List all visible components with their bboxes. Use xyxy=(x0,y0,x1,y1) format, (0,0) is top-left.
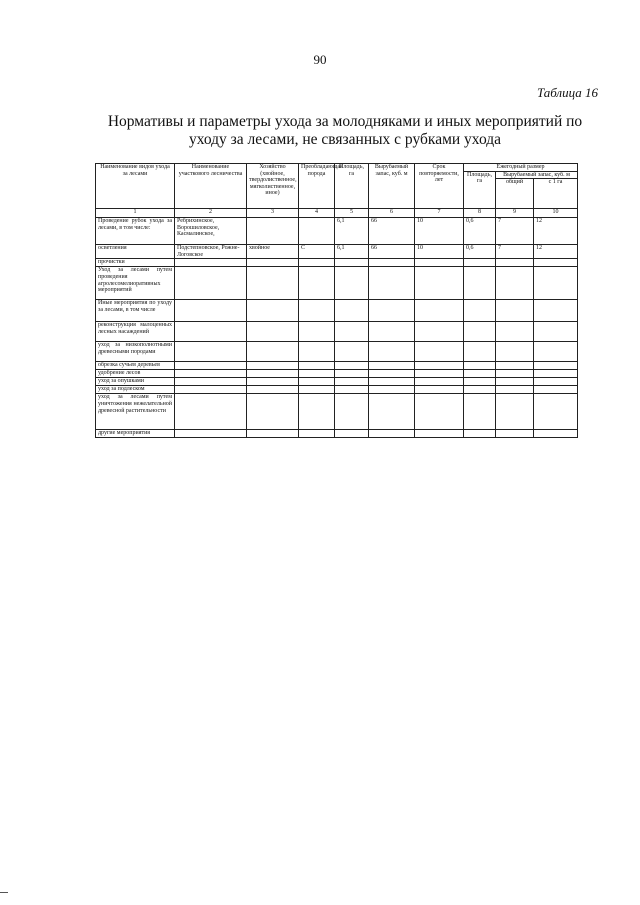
cell-annual-area xyxy=(464,267,496,300)
cell-species xyxy=(299,300,335,322)
cell-economy xyxy=(247,342,299,362)
header-species: Преобладающая порода xyxy=(299,164,335,209)
cell-annual-per-ha xyxy=(534,430,578,438)
column-number: 3 xyxy=(247,209,299,218)
cell-activity: уход за опушками xyxy=(96,378,175,386)
cell-annual-area xyxy=(464,362,496,370)
cell-species xyxy=(299,394,335,430)
cell-area xyxy=(335,378,369,386)
norms-table xyxy=(95,163,578,438)
header-area: Площадь, га xyxy=(335,164,369,209)
cell-activity: осветления xyxy=(96,245,175,259)
table-row xyxy=(96,267,578,300)
column-number: 7 xyxy=(415,209,464,218)
cell-species xyxy=(299,378,335,386)
cell-repeat xyxy=(415,322,464,342)
cell-annual-area xyxy=(464,300,496,322)
cell-annual-total: 7 xyxy=(496,218,534,245)
cell-area xyxy=(335,386,369,394)
page-number: 90 xyxy=(313,52,327,67)
cell-area xyxy=(335,362,369,370)
cell-forestry xyxy=(175,300,247,322)
column-number: 1 xyxy=(96,209,175,218)
cell-volume xyxy=(369,267,415,300)
column-number: 6 xyxy=(369,209,415,218)
cell-annual-per-ha xyxy=(534,300,578,322)
table-row xyxy=(96,362,578,370)
cell-volume xyxy=(369,300,415,322)
cell-forestry xyxy=(175,322,247,342)
table-row xyxy=(96,300,578,322)
cell-repeat xyxy=(415,300,464,322)
table-label: Таблица 16 xyxy=(536,85,598,100)
cell-area xyxy=(335,259,369,267)
cell-annual-total xyxy=(496,362,534,370)
cell-area xyxy=(335,267,369,300)
cell-economy: хвойное xyxy=(247,245,299,259)
cell-forestry xyxy=(175,370,247,378)
cell-volume xyxy=(369,322,415,342)
cell-repeat xyxy=(415,267,464,300)
cell-annual-per-ha: 12 xyxy=(534,245,578,259)
cell-species xyxy=(299,430,335,438)
cell-species xyxy=(299,218,335,245)
cell-area xyxy=(335,394,369,430)
cell-activity: уход за низкополнотными древесными породами xyxy=(96,342,175,362)
cell-repeat xyxy=(415,259,464,267)
cell-annual-area xyxy=(464,342,496,362)
cell-volume: 66 xyxy=(369,245,415,259)
cell-activity: Проведение рубок ухода за лесами, в том числе: xyxy=(96,218,175,245)
column-number: 9 xyxy=(496,209,534,218)
cell-repeat xyxy=(415,362,464,370)
title-line-2: уходу за лесами, не связанных с рубками ухода xyxy=(188,131,502,148)
cell-annual-total xyxy=(496,430,534,438)
cell-species xyxy=(299,362,335,370)
cell-economy xyxy=(247,430,299,438)
column-number: 8 xyxy=(464,209,496,218)
cell-annual-per-ha xyxy=(534,370,578,378)
cell-annual-per-ha xyxy=(534,394,578,430)
header-annual-area: Площадь, га xyxy=(464,171,496,209)
cell-annual-total: 7 xyxy=(496,245,534,259)
cell-forestry: Подстепновское, Рожне-Логовское xyxy=(175,245,247,259)
cell-repeat xyxy=(415,386,464,394)
cell-volume xyxy=(369,378,415,386)
cell-annual-total xyxy=(496,386,534,394)
cell-forestry xyxy=(175,342,247,362)
cell-area xyxy=(335,430,369,438)
table-body xyxy=(96,218,578,438)
cell-repeat xyxy=(415,370,464,378)
cell-annual-total xyxy=(496,378,534,386)
cell-activity: уход за подлеском xyxy=(96,386,175,394)
header-annual-size: Ежегодный размер xyxy=(464,164,578,172)
cell-area xyxy=(335,322,369,342)
cell-annual-area xyxy=(464,370,496,378)
cell-annual-per-ha xyxy=(534,342,578,362)
column-number: 4 xyxy=(299,209,335,218)
table-row xyxy=(96,259,578,267)
cell-repeat xyxy=(415,394,464,430)
table-row xyxy=(96,370,578,378)
cell-annual-total xyxy=(496,342,534,362)
cell-annual-per-ha xyxy=(534,322,578,342)
cell-activity: удобрение лесов xyxy=(96,370,175,378)
cell-repeat xyxy=(415,378,464,386)
header-annual-per-ha: с 1 га xyxy=(534,179,578,209)
header-repeat-period: Срок повторяемости, лет xyxy=(415,164,464,209)
column-number: 10 xyxy=(534,209,578,218)
cell-species xyxy=(299,322,335,342)
cell-annual-total xyxy=(496,267,534,300)
header-activity: Наименование видов ухода за лесами xyxy=(96,164,175,209)
header-economy: Хозяйство (хвойное, твердолиственное, мягколиственное, иное) xyxy=(247,164,299,209)
header-forestry: Наименование участкового лесничества xyxy=(175,164,247,209)
table-row xyxy=(96,430,578,438)
table-row xyxy=(96,386,578,394)
cell-annual-per-ha xyxy=(534,386,578,394)
cell-volume xyxy=(369,370,415,378)
cell-species xyxy=(299,342,335,362)
cell-repeat xyxy=(415,430,464,438)
cell-repeat: 10 xyxy=(415,218,464,245)
page-edge-mark xyxy=(0,892,8,893)
cell-area xyxy=(335,300,369,322)
cell-volume xyxy=(369,259,415,267)
cell-economy xyxy=(247,370,299,378)
cell-activity: уход за лесами путем уничтожения нежелательной древесной растительности xyxy=(96,394,175,430)
header-volume: Вырубаемый запас, куб. м xyxy=(369,164,415,209)
cell-volume xyxy=(369,430,415,438)
cell-annual-area xyxy=(464,378,496,386)
cell-species xyxy=(299,386,335,394)
cell-annual-area xyxy=(464,322,496,342)
cell-species xyxy=(299,370,335,378)
cell-economy xyxy=(247,362,299,370)
title-line-1: Нормативы и параметры ухода за молодняками и иных мероприятий по xyxy=(107,113,583,130)
cell-species xyxy=(299,267,335,300)
cell-annual-total xyxy=(496,394,534,430)
cell-volume: 66 xyxy=(369,218,415,245)
cell-species xyxy=(299,259,335,267)
cell-activity: Иные мероприятия по уходу за лесами, в том числе xyxy=(96,300,175,322)
column-number: 5 xyxy=(335,209,369,218)
cell-forestry xyxy=(175,430,247,438)
cell-volume xyxy=(369,386,415,394)
table-row xyxy=(96,394,578,430)
cell-area xyxy=(335,342,369,362)
cell-annual-total xyxy=(496,370,534,378)
cell-species: С xyxy=(299,245,335,259)
cell-annual-per-ha xyxy=(534,259,578,267)
cell-economy xyxy=(247,386,299,394)
cell-activity: реконструкция малоценных лесных насаждений xyxy=(96,322,175,342)
cell-economy xyxy=(247,267,299,300)
cell-volume xyxy=(369,394,415,430)
cell-annual-total xyxy=(496,259,534,267)
cell-economy xyxy=(247,259,299,267)
cell-annual-area xyxy=(464,386,496,394)
cell-forestry xyxy=(175,362,247,370)
cell-economy xyxy=(247,300,299,322)
cell-annual-per-ha xyxy=(534,267,578,300)
cell-activity: Уход за лесами путем проведения агролесомелиоративных мероприятий xyxy=(96,267,175,300)
header-annual-total: общий xyxy=(496,179,534,209)
cell-annual-total xyxy=(496,300,534,322)
cell-area: 6,1 xyxy=(335,245,369,259)
cell-forestry xyxy=(175,259,247,267)
cell-forestry xyxy=(175,386,247,394)
page-title xyxy=(100,113,590,149)
cell-annual-per-ha xyxy=(534,362,578,370)
cell-activity: прочистки xyxy=(96,259,175,267)
cell-activity: другие мероприятия xyxy=(96,430,175,438)
table-row xyxy=(96,322,578,342)
table-row xyxy=(96,245,578,259)
cell-repeat xyxy=(415,342,464,362)
cell-forestry xyxy=(175,394,247,430)
cell-economy xyxy=(247,322,299,342)
cell-forestry xyxy=(175,267,247,300)
cell-annual-area: 0,6 xyxy=(464,218,496,245)
cell-area xyxy=(335,370,369,378)
cell-annual-area xyxy=(464,259,496,267)
cell-forestry xyxy=(175,378,247,386)
header-annual-volume: Вырубаемый запас, куб. м xyxy=(496,171,578,179)
cell-annual-per-ha: 12 xyxy=(534,218,578,245)
cell-economy xyxy=(247,378,299,386)
table-row xyxy=(96,218,578,245)
column-number: 2 xyxy=(175,209,247,218)
cell-forestry: Ребрихинское, Ворошиловское, Касмалинское, xyxy=(175,218,247,245)
cell-activity: обрезка сучьев деревьев xyxy=(96,362,175,370)
cell-annual-area xyxy=(464,394,496,430)
cell-area: 6,1 xyxy=(335,218,369,245)
cell-annual-area xyxy=(464,430,496,438)
cell-economy xyxy=(247,394,299,430)
cell-annual-total xyxy=(496,322,534,342)
cell-volume xyxy=(369,342,415,362)
table-row xyxy=(96,342,578,362)
column-number-row xyxy=(96,209,578,218)
cell-volume xyxy=(369,362,415,370)
cell-economy xyxy=(247,218,299,245)
cell-repeat: 10 xyxy=(415,245,464,259)
table-row xyxy=(96,378,578,386)
cell-annual-per-ha xyxy=(534,378,578,386)
cell-annual-area: 0,6 xyxy=(464,245,496,259)
